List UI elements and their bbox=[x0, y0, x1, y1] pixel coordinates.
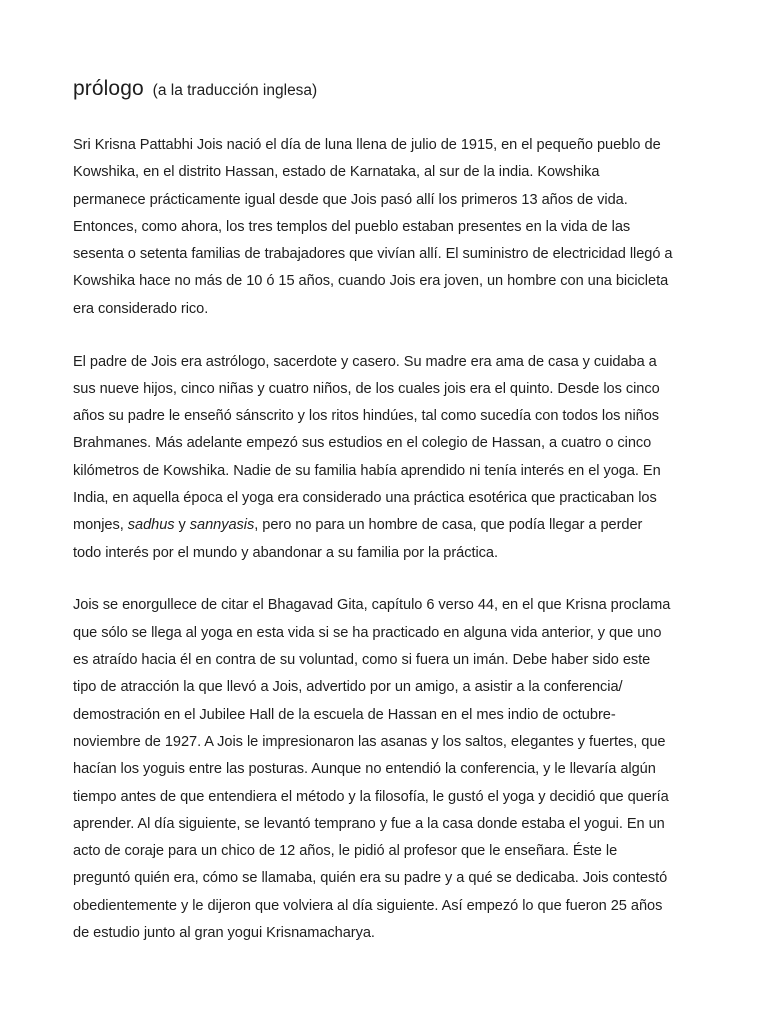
text-line: es atraído hacia él en contra de su voluntad, como si fuera un imán. Debe haber sido este bbox=[73, 652, 651, 669]
text-line: era considerado rico. bbox=[73, 300, 209, 317]
text-line: kilómetros de Kowshika. Nadie de su familia había aprendido ni tenía interés en el yoga. En bbox=[73, 462, 661, 479]
text-line: años su padre le enseñó sánscrito y los ritos hindúes, tal como sucedía con todos los niños bbox=[73, 408, 660, 425]
text-run: monjes, bbox=[73, 517, 128, 534]
text-run: y bbox=[174, 517, 190, 534]
document-page bbox=[73, 68, 705, 973]
text-line: Entonces, como ahora, los tres templos del pueblo estaban presentes en la vida de las bbox=[73, 218, 631, 235]
text-line: Kowshika, en el distrito Hassan, estado de Karnataka, al sur de la india. Kowshika bbox=[73, 164, 600, 181]
text-line: Sri Krisna Pattabhi Jois nació el día de luna llena de julio de 1915, en el pequeño pueblo de bbox=[73, 137, 661, 153]
text-line: Jois se enorgullece de citar el Bhagavad Gita, capítulo 6 verso 44, en el que Krisna proclama bbox=[73, 597, 671, 614]
page-title bbox=[73, 68, 705, 107]
text-line: El padre de Jois era astrólogo, sacerdote y casero. Su madre era ama de casa y cuidaba a bbox=[73, 353, 657, 370]
text-line: obedientemente y le dijeron que volviera al día siguiente. Así empezó lo que fueron 25 años bbox=[73, 897, 663, 914]
text-run: , pero no para un hombre de casa, que podía llegar a perder bbox=[254, 517, 643, 534]
text-line: preguntó quién era, cómo se llamaba, quién era su padre y a qué se dedicaba. Jois contestó bbox=[73, 870, 668, 887]
text-line: hacían los yoguis entre las posturas. Aunque no entendió la conferencia, y le llevaría algún bbox=[73, 761, 656, 778]
text-line: permanece prácticamente igual desde que Jois pasó allí los primeros 13 años de vida. bbox=[73, 191, 628, 208]
text-line: Kowshika hace no más de 10 ó 15 años, cuando Jois era joven, un hombre con una bicicleta bbox=[73, 273, 669, 290]
text-line: tipo de atracción la que llevó a Jois, advertido por un amigo, a asistir a la conferencia/ bbox=[73, 679, 623, 696]
text-line: tiempo antes de que entendiera el método y la filosofía, le gustó el yoga y decidió que quería bbox=[73, 788, 669, 805]
text-line: aprender. Al día siguiente, se levantó temprano y fue a la casa donde estaba el yogui. En un bbox=[73, 815, 665, 832]
paragraph-family bbox=[73, 349, 705, 567]
italic-term-sannyasis: sannyasis bbox=[189, 517, 255, 534]
text-line-mixed bbox=[73, 512, 705, 539]
text-line: sus nueve hijos, cinco niñas y cuatro niños, de los cuales jois era el quinto. Desde los cinco bbox=[73, 380, 660, 397]
paragraph-gita bbox=[73, 592, 705, 947]
title-subtitle: (a la traducción inglesa) bbox=[152, 82, 318, 99]
text-line: noviembre de 1927. A Jois le impresionaron las asanas y los saltos, elegantes y fuertes, que bbox=[73, 733, 666, 750]
text-line: Brahmanes. Más adelante empezó sus estudios en el colegio de Hassan, a cuatro o cinco bbox=[73, 435, 652, 452]
text-line: demostración en el Jubilee Hall de la escuela de Hassan en el mes indio de octubre- bbox=[73, 706, 616, 723]
paragraph-birth bbox=[73, 132, 705, 323]
text-line: India, en aquella época el yoga era considerado una práctica esotérica que practicaban los bbox=[73, 490, 657, 507]
title-main: prólogo bbox=[73, 77, 144, 100]
text-line: acto de coraje para un chico de 12 años, le pidió al profesor que le enseñara. Éste le bbox=[73, 843, 618, 860]
text-line: de estudio junto al gran yogui Krisnamacharya. bbox=[73, 925, 375, 942]
text-line: todo interés por el mundo y abandonar a su familia por la práctica. bbox=[73, 544, 498, 561]
text-line: que sólo se llega al yoga en esta vida si se ha practicado en alguna vida anterior, y que uno bbox=[73, 624, 662, 641]
italic-term-sadhus: sadhus bbox=[127, 517, 175, 534]
text-line: sesenta o setenta familias de trabajadores que vivían allí. El suministro de electricidad llegó a bbox=[73, 246, 673, 263]
